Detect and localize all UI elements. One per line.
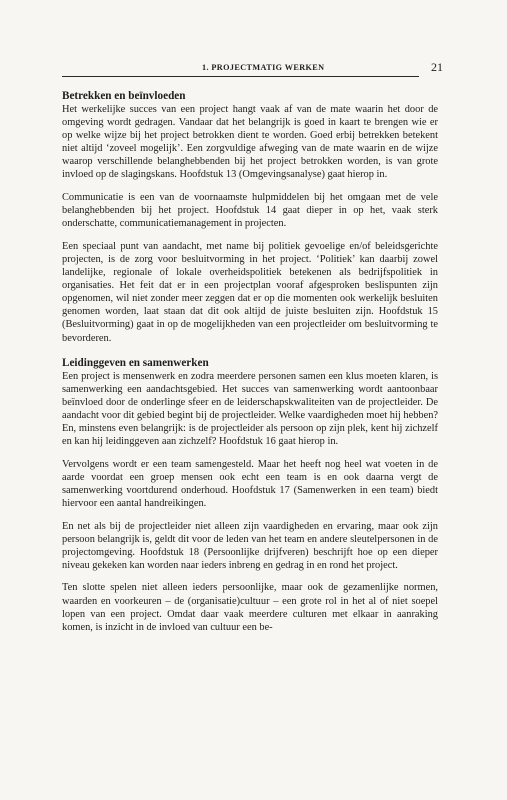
section-betrekken xyxy=(62,89,438,345)
paragraph: Ten slotte spelen niet alleen ieders persoonlijke, maar ook de gezamenlijke normen, waarden en voorkeuren – de (organisatie)cultuur – een grote rol in het al of niet soepel lopen van een project. Omdat daar vaak meerdere culturen met elkaar in aanraking komen, is inzicht in de invloed van cultuur een be- xyxy=(62,582,438,633)
running-title: 1. PROJECTMATIG WERKEN xyxy=(202,63,325,72)
section-heading: Betrekken en beïnvloeden xyxy=(62,90,186,102)
paragraph: Een project is mensenwerk en zodra meerdere personen samen een klus moeten klaren, is samenwerking een aandachtsgebied. Het succes van samenwerking wordt aantoonbaar beïnvloed door de onderlinge sfeer en de leiderschapskwaliteiten van de projectleider. De aandacht voor dit gebied begint bij de projectleider. Welke vaardigheden moet hij hebben? En, minstens even belangrijk: is de projectleider als persoon op zijn plek, kent hij zichzelf en kan hij leidinggeven aan zichzelf? Hoofdstuk 16 gaat hierop in. xyxy=(62,370,438,448)
page-number: 21 xyxy=(431,60,443,74)
page-header xyxy=(62,60,443,78)
paragraph: Vervolgens wordt er een team samengesteld. Maar het heeft nog heel wat voeten in de aarde voordat een groep mensen ook echt een team is en ook daarna vergt de samenwerking voortdurend onderhoud. Hoofdstuk 17 (Samenwerken in een team) biedt hiervoor een aantal handreikingen. xyxy=(62,458,438,509)
section-heading: Leidinggeven en samenwerken xyxy=(62,356,209,369)
paragraph: En net als bij de projectleider niet alleen zijn vaardigheden en ervaring, maar ook zijn persoon belangrijk is, geldt dit voor de leden van het team en andere sleutelpersonen in de projectomgeving. Hoofdstuk 18 (Persoonlijke drijfveren) beschrijft hoe op een dieper niveau gekeken kan worden naar ieders inbreng en gedrag in en rond het project. xyxy=(62,520,438,571)
paragraph: Een speciaal punt van aandacht, met name bij politiek gevoelige en/of beleidsgerichte projecten, is de zorg voor besluitvorming in het project. ‘Politiek’ kan daarbij zowel landelijke, regionale of lokale overheidspolitiek betekenen als bedrijfspolitiek in organisaties. Het feit dat er in een projectplan vooraf afgesproken beslispunten zijn opgenomen, wil niet zonder meer zeggen dat er op die momenten ook werkelijk besluiten genomen worden, laat staan dat dit ook altijd de juiste besluiten zijn. Hoofdstuk 15 (Besluitvorming) gaat in op de mogelijkheden van een projectleider om besluitvorming te bevorderen. xyxy=(62,240,438,344)
section-leidinggeven xyxy=(62,356,438,634)
header-rule xyxy=(62,76,419,77)
page-body xyxy=(62,89,438,643)
paragraph: Het werkelijke succes van een project hangt vaak af van de mate waarin het door de omgeving wordt gedragen. Vandaar dat het belangrijk is goed in kaart te brengen wie er op welke wijze bij het project betrokken dient te worden. Goed erbij betrekken betekent niet altijd ‘zoveel mogelijk’. Een zorgvuldige afweging van de mate waarin en de wijze waarop verschillende belanghebbenden bij het project betrokken worden, is van grote invloed op de slagingskans. Hoofdstuk 13 (Omgevingsanalyse) gaat hierop in. xyxy=(62,104,438,181)
paragraph: Communicatie is een van de voornaamste hulpmiddelen bij het omgaan met de vele belanghebbenden bij het project. Hoofdstuk 14 gaat dieper in op het, vaak sterk onderschatte, communicatiemanagement in projecten. xyxy=(62,192,438,230)
